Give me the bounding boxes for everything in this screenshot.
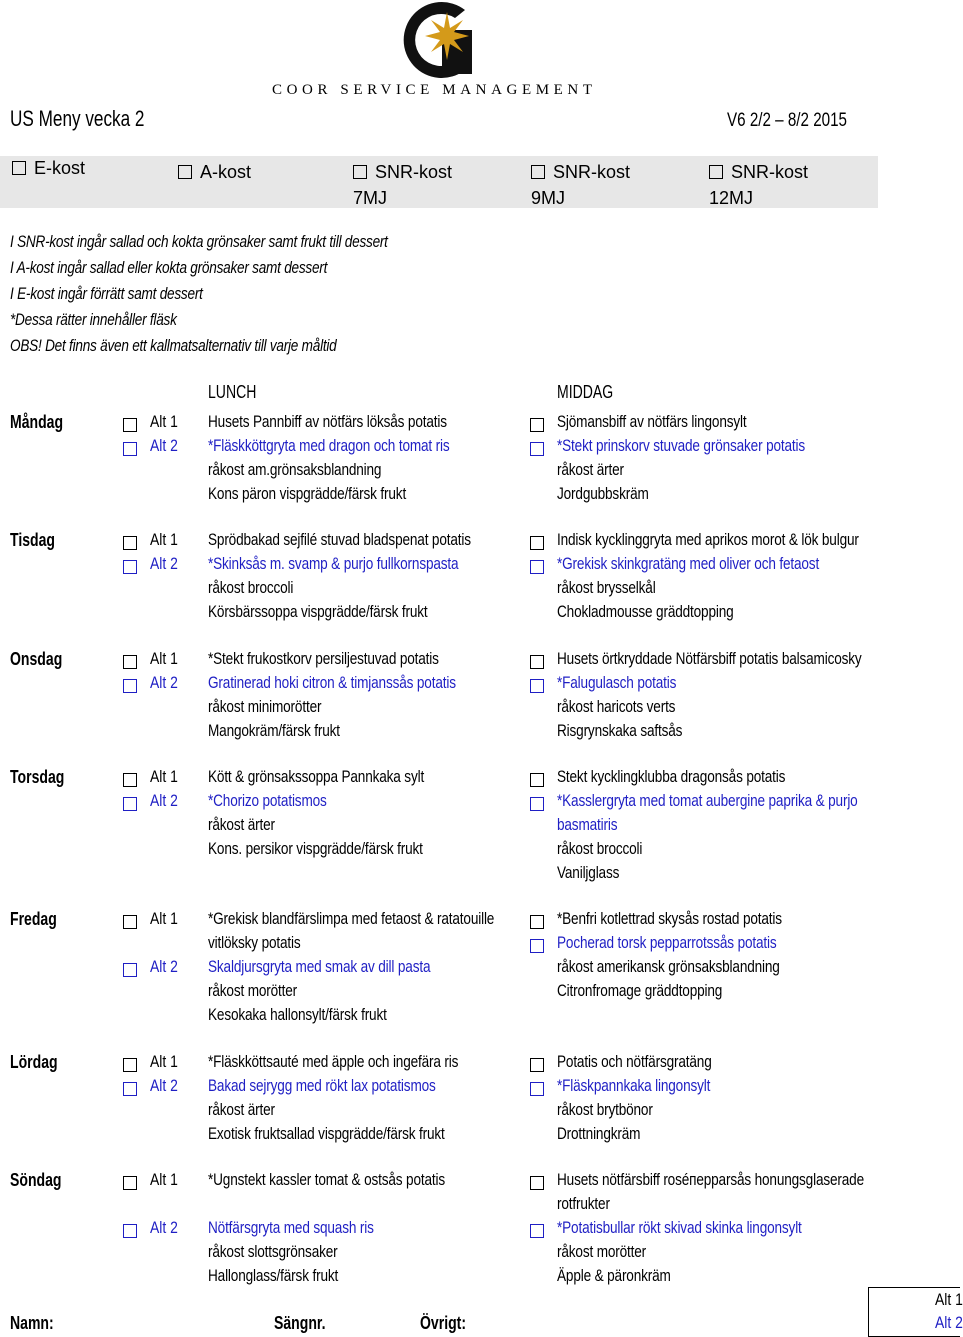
lunch-alt2-label: Alt 2: [150, 1218, 178, 1237]
kost-option-a[interactable]: A-kost: [178, 162, 251, 183]
dinner-alt2-dish: *Falugulasch potatis: [557, 673, 677, 692]
lunch-alt2-checkbox[interactable]: [123, 679, 137, 693]
lunch-alt1-label: Alt 1: [150, 1170, 178, 1189]
lunch-alt2-checkbox[interactable]: [123, 797, 137, 811]
corner-alt1: Alt 1: [935, 1290, 963, 1309]
dinner-alt2-checkbox[interactable]: [530, 679, 544, 693]
dinner-dessert: Jordgubbskräm: [557, 484, 649, 503]
dinner-alt1-checkbox[interactable]: [530, 1176, 544, 1190]
page-title: US Meny vecka 2: [10, 106, 145, 131]
lunch-alt2-checkbox[interactable]: [123, 442, 137, 456]
lunch-alt1-checkbox[interactable]: [123, 1058, 137, 1072]
dinner-alt2-dish: *Fläskpannkaka lingonsylt: [557, 1076, 711, 1095]
day-name: Lördag: [10, 1052, 58, 1072]
lunch-alt1-checkbox[interactable]: [123, 536, 137, 550]
dinner-alt1-dish: Potatis och nötfärsgratäng: [557, 1052, 712, 1071]
dinner-side: råkost amerikansk grönsaksblandning: [557, 957, 780, 976]
lunch-dessert: Kons. persikor vispgrädde/färsk frukt: [208, 839, 423, 858]
lunch-alt2-dish: Gratinerad hoki citron & timjanssås potatis: [208, 673, 456, 692]
note-line: I SNR-kost ingår sallad och kokta grönsaker samt frukt till dessert: [10, 232, 388, 251]
lunch-alt1-label: Alt 1: [150, 530, 178, 549]
lunch-alt2-label: Alt 2: [150, 791, 178, 810]
checkbox-icon[interactable]: [178, 165, 192, 179]
note-line: I A-kost ingår sallad eller kokta grönsaker samt dessert: [10, 258, 328, 277]
dinner-side: råkost haricots verts: [557, 697, 676, 716]
dinner-heading: MIDDAG: [557, 382, 614, 402]
bed-label: Sängnr.: [274, 1313, 326, 1333]
day-name: Fredag: [10, 909, 57, 929]
lunch-dessert: Kons päron vispgrädde/färsk frukt: [208, 484, 407, 503]
dinner-alt1-dish: Sjömansbiff av nötfärs lingonsylt: [557, 412, 747, 431]
lunch-alt1-checkbox[interactable]: [123, 655, 137, 669]
dinner-alt1-checkbox[interactable]: [530, 773, 544, 787]
alt-summary-box: [868, 1287, 963, 1337]
kost-option-snr-9[interactable]: SNR-kost: [531, 162, 630, 183]
dinner-alt1-dish: Husets nötfärsbiff roséпepparsås honungsglaserade: [557, 1170, 864, 1189]
dinner-side: råkost morötter: [557, 1242, 647, 1261]
other-label: Övrigt:: [420, 1313, 467, 1333]
lunch-alt1-label: Alt 1: [150, 649, 178, 668]
lunch-alt1-checkbox[interactable]: [123, 773, 137, 787]
dinner-dessert: Risgrynskaka saftsås: [557, 721, 683, 740]
dinner-alt1-checkbox[interactable]: [530, 655, 544, 669]
checkbox-icon[interactable]: [709, 165, 723, 179]
dinner-side: råkost brytbönor: [557, 1100, 653, 1119]
lunch-alt2-label: Alt 2: [150, 436, 178, 455]
dinner-alt2-checkbox[interactable]: [530, 939, 544, 953]
lunch-dessert: Mangokräm/färsk frukt: [208, 721, 340, 740]
dinner-alt2-dish: *Stekt prinskorv stuvade grönsaker potatis: [557, 436, 806, 455]
dinner-dessert: Chokladmousse gräddtopping: [557, 602, 734, 621]
lunch-alt2-checkbox[interactable]: [123, 560, 137, 574]
dinner-alt2-dish-cont: basmatiris: [557, 815, 618, 834]
lunch-alt1-checkbox[interactable]: [123, 915, 137, 929]
lunch-dessert: Hallonglass/färsk frukt: [208, 1266, 339, 1285]
day-name: Onsdag: [10, 649, 63, 669]
kost-option-e[interactable]: E-kost: [12, 158, 85, 179]
lunch-alt1-checkbox[interactable]: [123, 418, 137, 432]
lunch-alt1-label: Alt 1: [150, 1052, 178, 1071]
lunch-alt2-label: Alt 2: [150, 554, 178, 573]
lunch-alt2-label: Alt 2: [150, 1076, 178, 1095]
lunch-side: råkost ärter: [208, 1100, 275, 1119]
lunch-side: råkost ärter: [208, 815, 275, 834]
checkbox-icon[interactable]: [12, 161, 26, 175]
lunch-alt1-dish: *Ugnstekt kassler tomat & ostsås potatis: [208, 1170, 445, 1189]
lunch-side: råkost am.grönsaksblandning: [208, 460, 382, 479]
lunch-side: råkost morötter: [208, 981, 298, 1000]
day-name: Tisdag: [10, 530, 55, 550]
note-line: I E-kost ingår förrätt samt dessert: [10, 284, 203, 303]
dinner-alt2-checkbox[interactable]: [530, 442, 544, 456]
lunch-alt1-dish: Kött & grönsakssoppa Pannkaka sylt: [208, 767, 425, 786]
dinner-alt1-checkbox[interactable]: [530, 418, 544, 432]
dinner-alt1-checkbox[interactable]: [530, 1058, 544, 1072]
lunch-alt2-checkbox[interactable]: [123, 963, 137, 977]
kost-selector: [0, 156, 878, 208]
lunch-alt2-dish: *Fläskköttgryta med dragon och tomat ris: [208, 436, 450, 455]
dinner-alt2-checkbox[interactable]: [530, 797, 544, 811]
dinner-alt2-dish: *Potatisbullar rökt skivad skinka lingonsylt: [557, 1218, 802, 1237]
lunch-heading: LUNCH: [208, 382, 257, 402]
lunch-alt2-dish: *Chorizo potatismos: [208, 791, 327, 810]
day-name: Måndag: [10, 412, 64, 432]
company-logo: [395, 0, 475, 80]
kost-option-snr-12[interactable]: SNR-kost: [709, 162, 808, 183]
dinner-alt1-dish-cont: rotfrukter: [557, 1194, 610, 1213]
lunch-alt2-label: Alt 2: [150, 957, 178, 976]
day-name: Torsdag: [10, 767, 65, 787]
name-label: Namn:: [10, 1313, 54, 1333]
lunch-alt1-dish: Sprödbakad sejfilé stuvad bladspenat potatis: [208, 530, 471, 549]
dinner-alt2-checkbox[interactable]: [530, 560, 544, 574]
lunch-alt2-label: Alt 2: [150, 673, 178, 692]
lunch-alt1-dish: *Fläskköttsauté med äpple och ingefära ris: [208, 1052, 459, 1071]
corner-alt2: Alt 2: [935, 1313, 963, 1332]
week-period: V6 2/2 – 8/2 2015: [727, 110, 848, 131]
lunch-alt2-dish: *Skinksås m. svamp & purjo fullkornspasta: [208, 554, 459, 573]
kost-sub-12mj: 12MJ: [709, 188, 754, 208]
dinner-alt2-dish: Pocherad torsk pepparrotssås potatis: [557, 933, 777, 952]
lunch-alt1-label: Alt 1: [150, 412, 178, 431]
lunch-alt1-dish: *Grekisk blandfärslimpa med fetaost & ratatouille: [208, 909, 495, 928]
dinner-dessert: Drottningkräm: [557, 1124, 641, 1143]
kost-sub-9mj: 9MJ: [531, 188, 566, 208]
lunch-alt2-checkbox[interactable]: [123, 1082, 137, 1096]
lunch-alt2-dish: Nötfärsgryta med squash ris: [208, 1218, 374, 1237]
dinner-side: råkost ärter: [557, 460, 624, 479]
checkbox-icon[interactable]: [531, 165, 545, 179]
dinner-alt2-dish: *Grekisk skinkgratäng med oliver och fetaost: [557, 554, 820, 573]
dinner-alt1-checkbox[interactable]: [530, 915, 544, 929]
lunch-side: råkost slottsgrönsaker: [208, 1242, 338, 1261]
lunch-alt2-checkbox[interactable]: [123, 1224, 137, 1238]
dinner-alt2-checkbox[interactable]: [530, 1224, 544, 1238]
lunch-side: råkost minimorötter: [208, 697, 322, 716]
lunch-alt1-label: Alt 1: [150, 767, 178, 786]
lunch-dessert: Kesokaka hallonsylt/färsk frukt: [208, 1005, 387, 1024]
lunch-alt2-dish: Skaldjursgryta med smak av dill pasta: [208, 957, 431, 976]
kost-sub-7mj: 7MJ: [353, 188, 388, 208]
lunch-side: råkost broccoli: [208, 578, 294, 597]
lunch-alt1-dish-cont: vitlöksky potatis: [208, 933, 301, 952]
lunch-alt2-dish: Bakad sejrygg med rökt lax potatismos: [208, 1076, 436, 1095]
dinner-alt1-dish: *Benfri kotlettrad skysås rostad potatis: [557, 909, 782, 928]
dinner-alt1-checkbox[interactable]: [530, 536, 544, 550]
lunch-dessert: Körsbärssoppa vispgrädde/färsk frukt: [208, 602, 428, 621]
lunch-alt1-dish: Husets Pannbiff av nötfärs löksås potatis: [208, 412, 447, 431]
dinner-alt2-dish: *Kasslergryta med tomat aubergine paprika & purjo: [557, 791, 858, 810]
dinner-dessert: Äpple & päronkräm: [557, 1266, 671, 1285]
lunch-alt1-dish: *Stekt frukostkorv persiljestuvad potatis: [208, 649, 439, 668]
checkbox-icon[interactable]: [353, 165, 367, 179]
dinner-alt1-dish: Stekt kycklingklubba dragonsås potatis: [557, 767, 786, 786]
dinner-dessert: Vaniljglass: [557, 863, 620, 882]
day-name: Söndag: [10, 1170, 62, 1190]
dinner-alt1-dish: Indisk kycklinggryta med aprikos morot & lök bulgur: [557, 530, 859, 549]
company-name: COOR SERVICE MANAGEMENT: [272, 82, 597, 98]
lunch-dessert: Exotisk fruktsallad vispgrädde/färsk frukt: [208, 1124, 445, 1143]
dinner-alt1-dish: Husets örtkryddade Nötfärsbiff potatis balsamicosky: [557, 649, 862, 668]
dinner-side: råkost brysselkål: [557, 578, 656, 597]
dinner-alt2-checkbox[interactable]: [530, 1082, 544, 1096]
lunch-alt1-label: Alt 1: [150, 909, 178, 928]
dinner-dessert: Citronfromage gräddtopping: [557, 981, 723, 1000]
kost-option-snr-7[interactable]: SNR-kost: [353, 162, 452, 183]
note-line: OBS! Det finns även ett kallmatsalternativ till varje måltid: [10, 336, 337, 355]
dinner-side: råkost broccoli: [557, 839, 643, 858]
note-line: *Dessa rätter innehåller fläsk: [10, 310, 177, 329]
lunch-alt1-checkbox[interactable]: [123, 1176, 137, 1190]
